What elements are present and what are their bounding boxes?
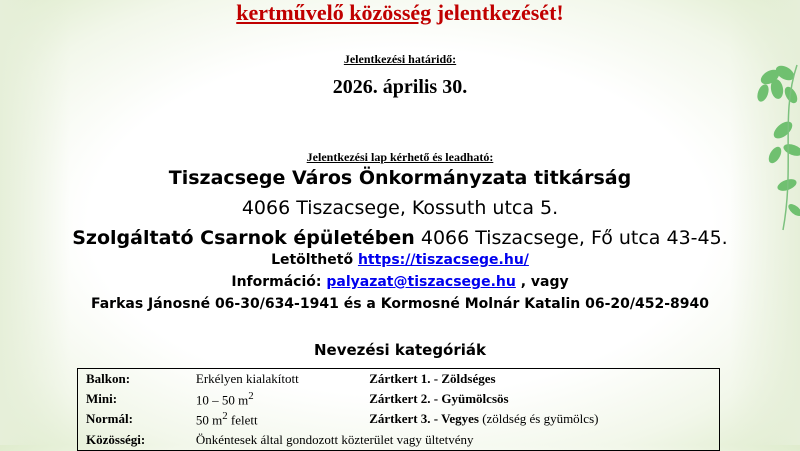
download-label: Letölthető <box>271 252 358 268</box>
heading-rest: jelentkezését! <box>431 0 564 25</box>
superscript: 2 <box>222 410 228 423</box>
info-email-link[interactable]: palyazat@tiszacsege.hu <box>326 274 516 290</box>
deadline-date: 2026. április 30. <box>332 76 468 98</box>
heading <box>0 0 800 26</box>
download-link[interactable]: https://tiszacsege.hu/ <box>357 252 529 268</box>
hall-address: 4066 Tiszacsege, Fő utca 43-45. <box>414 227 728 249</box>
category-label: Közösségi: <box>86 431 146 447</box>
contacts: Farkas Jánosné 06-30/634-1941 és a Kormosné Molnár Katalin 06-20/452-8940 <box>90 296 710 312</box>
categories-table <box>77 368 720 451</box>
table-row <box>78 389 720 409</box>
category-label: Balkon: <box>86 371 131 386</box>
zartkert-label: Zártkert 3. - Vegyes <box>369 411 479 427</box>
table-row <box>78 430 720 451</box>
info-line <box>0 274 800 290</box>
category-desc: Önkéntesek által gondozott közterület vagy ültetvény <box>195 431 474 447</box>
zartkert-cell <box>361 369 719 390</box>
table-row <box>78 369 720 390</box>
hall-name: Szolgáltató Csarnok épületében <box>72 227 415 249</box>
category-desc: 50 m <box>195 412 223 428</box>
category-label: Mini: <box>86 391 118 407</box>
category-desc: 10 – 50 m <box>195 392 249 408</box>
zartkert-cell <box>361 389 719 409</box>
category-desc: Erkélyen kialakított <box>195 371 299 386</box>
office-address: 4066 Tiszacsege, Kossuth utca 5. <box>241 197 559 219</box>
info-label: Információ: <box>231 274 327 290</box>
category-label: Normál: <box>86 411 133 427</box>
office-name: Tiszacsege Város Önkormányzata titkárság <box>168 167 632 189</box>
categories-title: Nevezési kategóriák <box>314 341 486 359</box>
superscript: 2 <box>248 390 254 402</box>
category-desc-cell <box>188 389 361 409</box>
submission-label: Jelentkezési lap kérhető és leadható: <box>306 150 494 164</box>
zartkert-label: Zártkert 1. - Zöldséges <box>369 371 496 386</box>
download-line <box>0 252 800 268</box>
category-desc-suffix: felett <box>227 412 258 428</box>
zartkert-note: (zöldség és gyümölcs) <box>478 411 599 427</box>
zartkert-cell <box>361 409 719 429</box>
deadline-label: Jelentkezési határidő: <box>343 52 457 66</box>
heading-underlined: kertművelő közösség <box>236 0 432 25</box>
hall-line <box>0 227 800 249</box>
table-row <box>78 409 720 429</box>
zartkert-label: Zártkert 2. - Gyümölcsös <box>369 391 509 407</box>
category-desc-cell <box>188 409 361 429</box>
info-suffix: , vagy <box>515 274 569 290</box>
